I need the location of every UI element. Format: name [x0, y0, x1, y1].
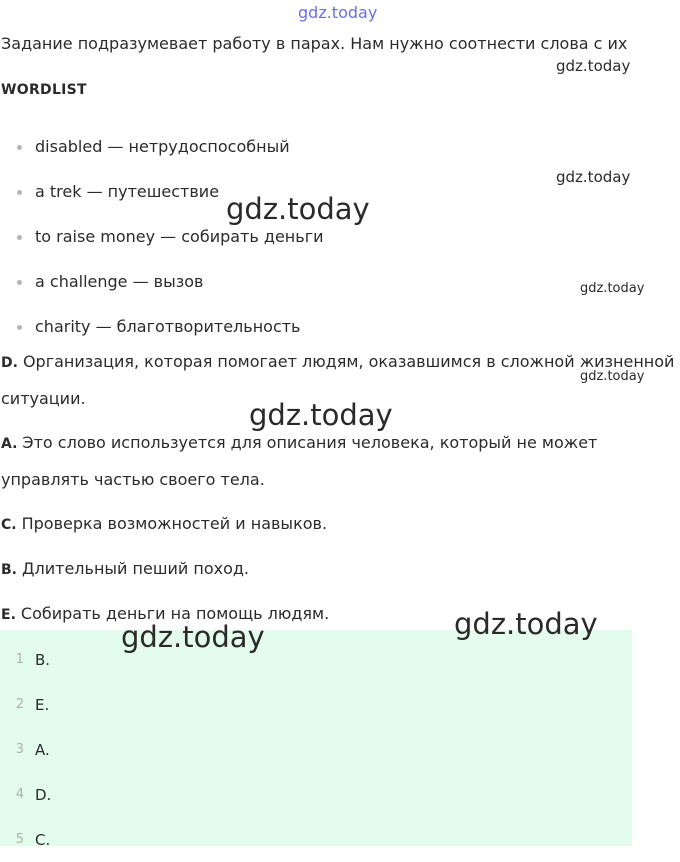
task-c	[1, 506, 327, 543]
line-number: 5	[15, 832, 24, 847]
list-item-text: disabled — нетрудоспособный	[35, 137, 290, 156]
list-item-text: a trek — путешествие	[35, 182, 220, 201]
answer-value: C.	[35, 830, 51, 849]
answer-value: E.	[35, 695, 50, 714]
bullet-icon	[17, 190, 22, 195]
wordlist	[0, 134, 324, 359]
bullet-icon	[17, 235, 22, 240]
line-number: 2	[15, 697, 24, 712]
task-letter: C.	[1, 517, 17, 533]
answer-value: B.	[35, 650, 51, 669]
line-number: 4	[15, 787, 24, 802]
bullet-icon	[17, 145, 22, 150]
task-b	[1, 551, 249, 588]
list-item	[0, 179, 324, 224]
line-number: 1	[15, 652, 24, 667]
watermark: gdz.today	[298, 3, 378, 22]
watermark: gdz.today	[580, 369, 645, 384]
task-text: Организация, которая помогает людям, оказавшимся в сложной жизненной	[22, 352, 675, 371]
watermark: gdz.today	[580, 281, 645, 296]
watermark: gdz.today	[121, 620, 265, 654]
task-e	[1, 596, 329, 633]
intro-text: Задание подразумевает работу в парах. Нам нужно соотнести слова с их	[1, 34, 628, 53]
task-d	[1, 344, 674, 417]
list-item	[0, 269, 324, 314]
watermark: gdz.today	[454, 607, 598, 641]
wordlist-heading: WORDLIST	[1, 82, 87, 98]
answer-row	[0, 682, 51, 727]
answer-row	[0, 727, 51, 772]
list-item	[0, 134, 324, 179]
task-text: Длительный пеший поход.	[22, 559, 250, 578]
task-text: Собирать деньги на помощь людям.	[20, 604, 330, 623]
bullet-icon	[17, 280, 22, 285]
list-item-text: a challenge — вызов	[35, 272, 204, 291]
task-letter: E.	[1, 607, 16, 623]
task-text-continued: управлять частью своего тела.	[1, 470, 265, 489]
task-text: Проверка возможностей и навыков.	[21, 514, 328, 533]
list-item-text: charity — благотворительность	[35, 317, 301, 336]
task-letter: B.	[1, 562, 17, 578]
answer-value: D.	[35, 785, 52, 804]
answer-row	[0, 772, 51, 817]
answer-row	[0, 817, 51, 862]
watermark: gdz.today	[556, 57, 631, 75]
answer-list	[0, 637, 51, 862]
task-letter: D.	[1, 355, 18, 371]
answer-value: A.	[35, 740, 50, 759]
line-number: 3	[15, 742, 24, 757]
watermark: gdz.today	[249, 398, 393, 432]
task-a	[1, 425, 597, 498]
list-item	[0, 224, 324, 269]
bullet-icon	[17, 325, 22, 330]
task-text-continued: ситуации.	[1, 389, 86, 408]
task-letter: A.	[1, 436, 18, 452]
list-item-text: to raise money — собирать деньги	[35, 227, 324, 246]
answer-box	[0, 630, 632, 849]
answer-row	[0, 637, 51, 682]
watermark: gdz.today	[556, 168, 631, 186]
task-text: Это слово используется для описания человека, который не может	[22, 433, 598, 452]
watermark: gdz.today	[226, 192, 370, 226]
